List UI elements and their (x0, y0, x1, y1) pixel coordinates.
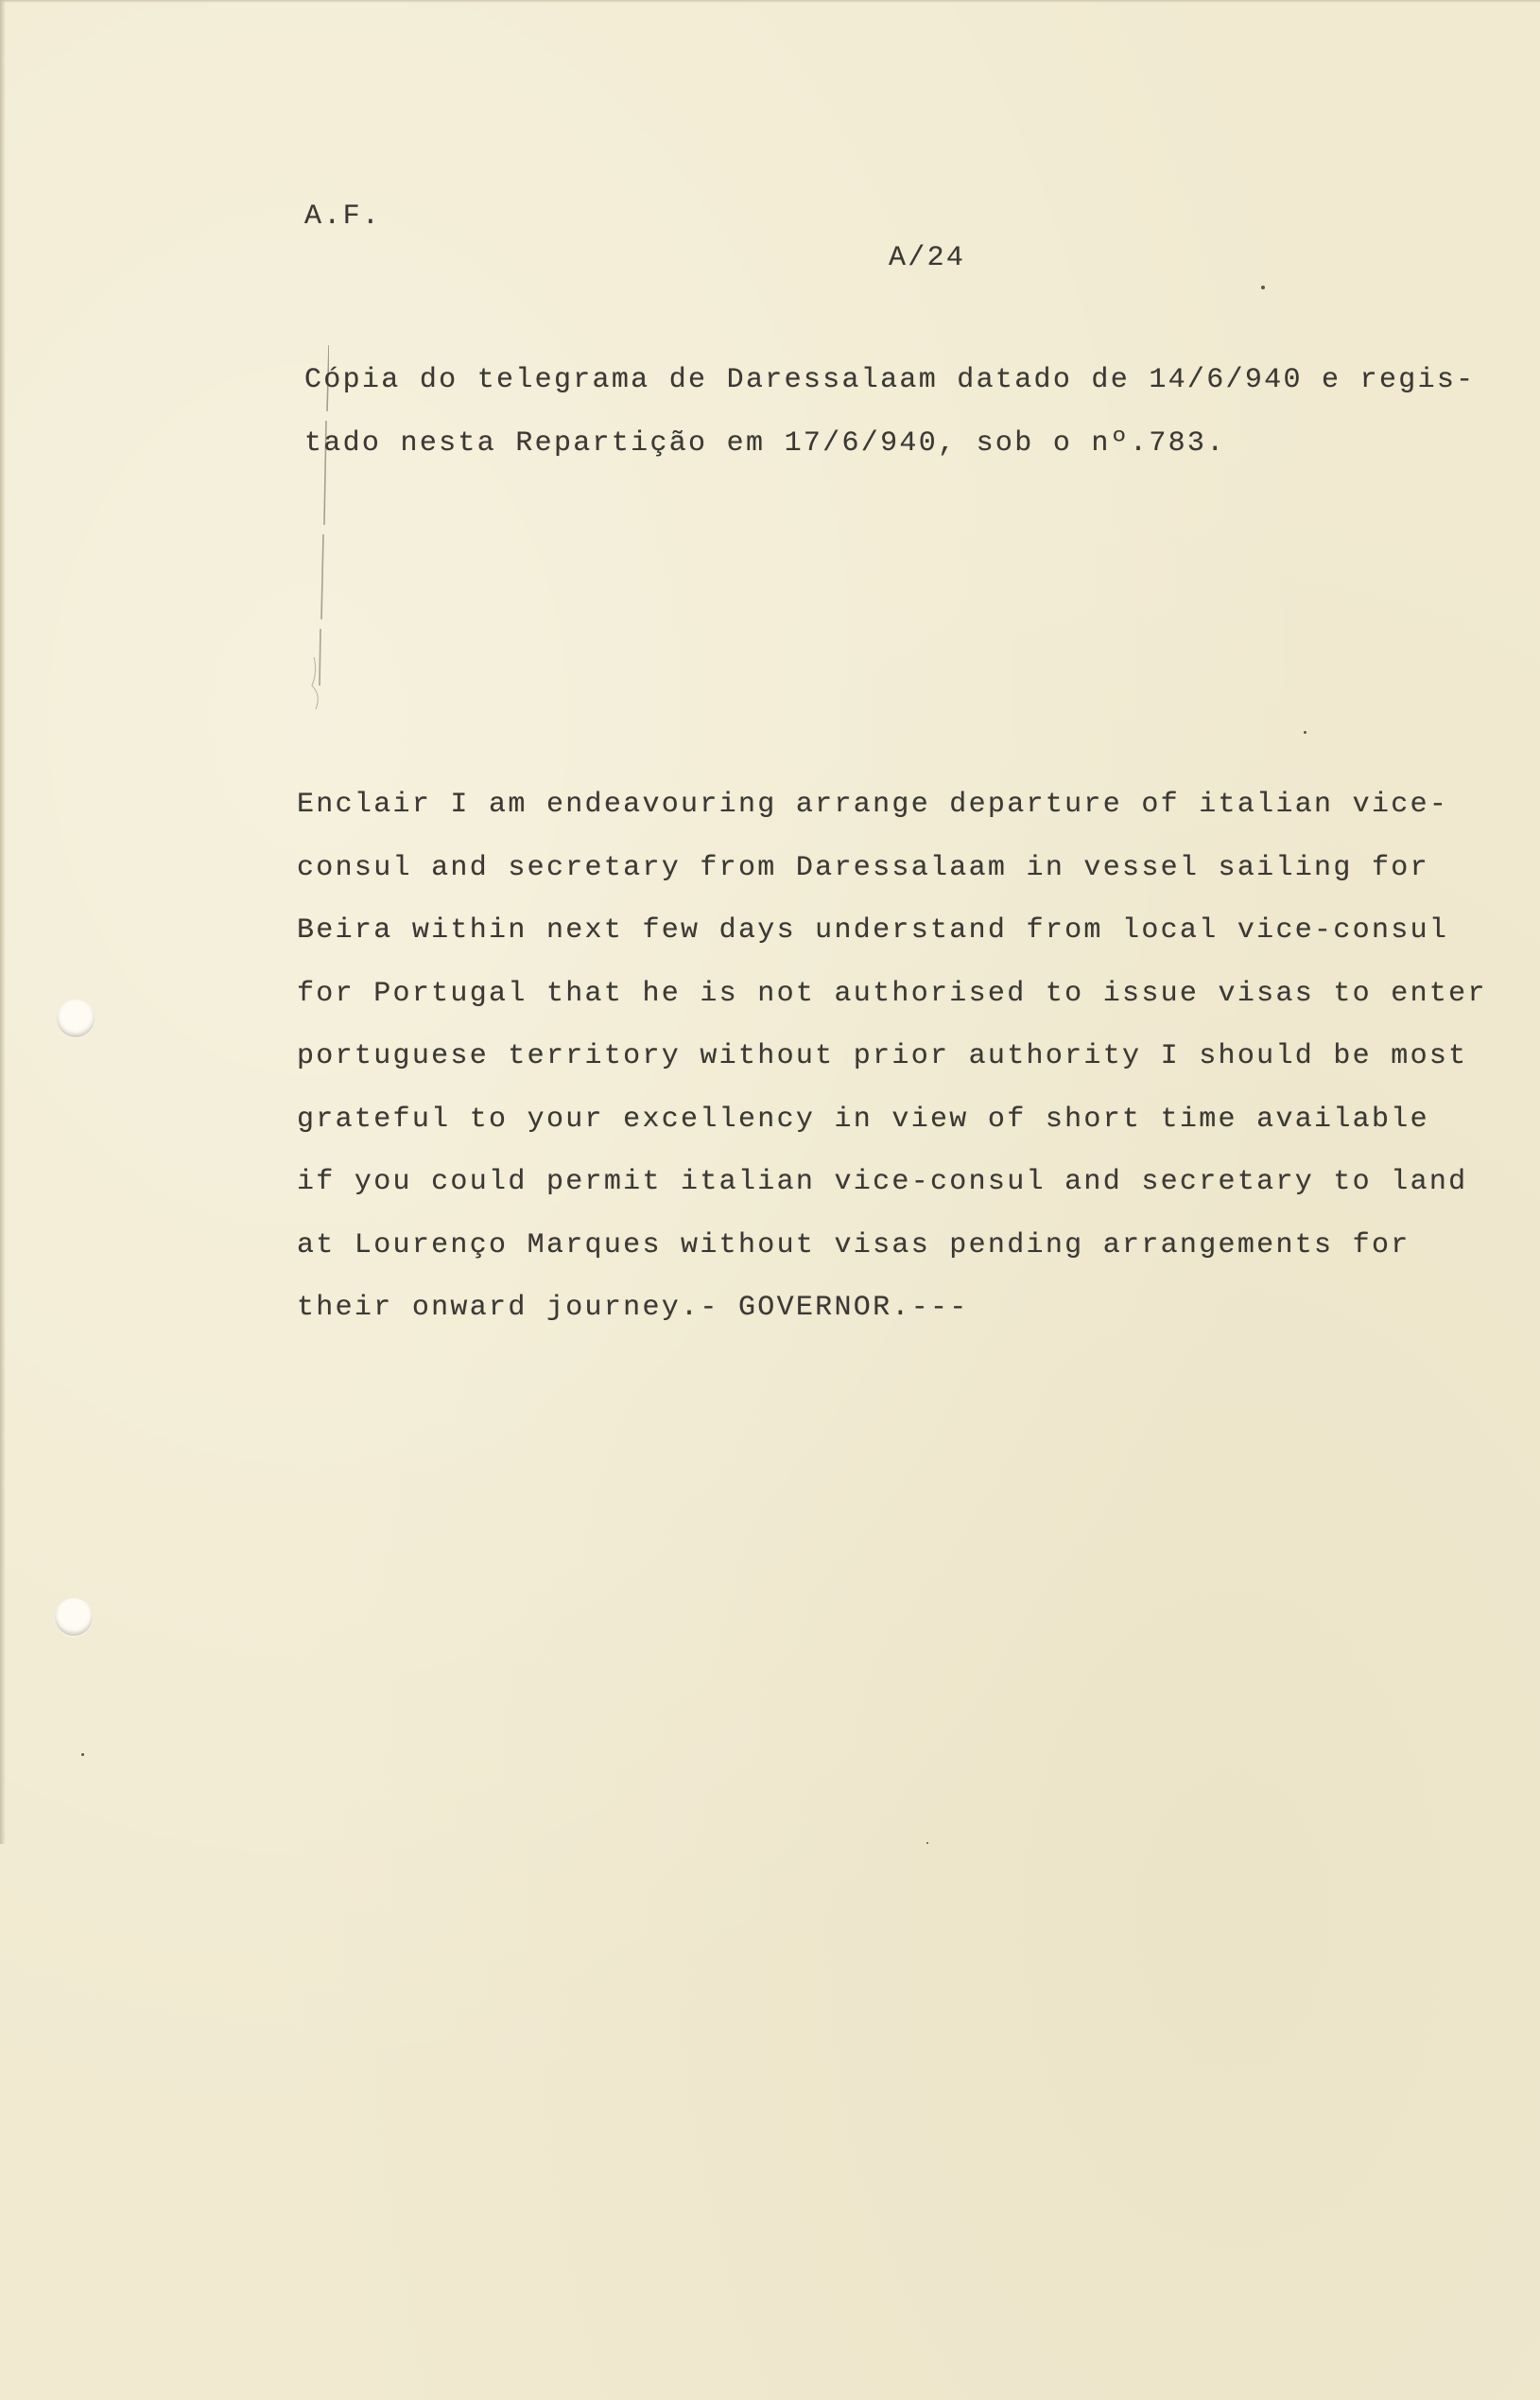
body-line: if you could permit italian vice-consul and secretary to land (297, 1166, 1468, 1198)
body-line: consul and secretary from Daressalaam in vessel sailing for (297, 851, 1429, 884)
paper-speck (1304, 731, 1306, 734)
paper-left-edge (0, 0, 6, 1844)
telegram-body (297, 774, 1488, 1340)
body-line: their onward journey.- GOVERNOR.--- (297, 1292, 969, 1324)
body-line: at Lourenço Marques without visas pending arrangements for (297, 1228, 1410, 1261)
punch-hole (55, 1598, 93, 1636)
initials: A.F. (304, 200, 382, 233)
reference-number: A/24 (889, 242, 966, 274)
punch-hole (57, 1000, 95, 1037)
paper-speck (926, 1842, 928, 1844)
body-line: portuguese territory without prior authority I should be most (297, 1040, 1468, 1072)
paper-speck (1261, 286, 1265, 289)
header-line: Cópia do telegrama de Daressalaam datado de 14/6/940 e regis- (304, 364, 1476, 396)
paper-speck (81, 1753, 84, 1756)
body-line: Beira within next few days understand from local vice-consul (297, 914, 1449, 947)
body-line: Enclair I am endeavouring arrange departure of italian vice- (297, 789, 1449, 821)
paper-top-edge (0, 0, 1540, 3)
body-line: for Portugal that he is not authorised to issue visas to enter (297, 977, 1487, 1010)
body-line: grateful to your excellency in view of short time available (297, 1103, 1429, 1136)
pencil-margin-line (301, 241, 329, 714)
header-line: tado nesta Repartição em 17/6/940, sob o nº.783. (304, 427, 1226, 460)
